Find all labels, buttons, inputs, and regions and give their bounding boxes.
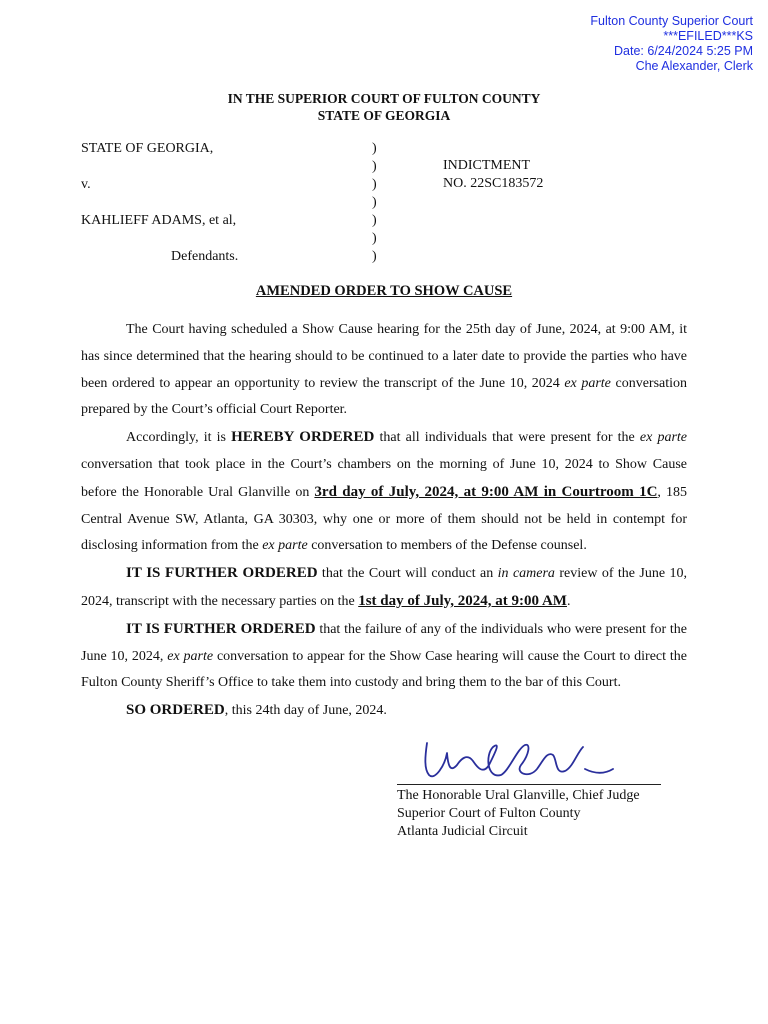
case-type: INDICTMENT bbox=[443, 158, 531, 173]
caption-paren: ) bbox=[372, 249, 377, 264]
caption-paren: ) bbox=[372, 159, 377, 174]
handwritten-signature bbox=[397, 735, 662, 787]
signature-line bbox=[397, 784, 661, 785]
caption-plaintiff: STATE OF GEORGIA, bbox=[81, 141, 214, 156]
caption-paren: ) bbox=[372, 231, 377, 246]
caption-defendants-label: Defendants. bbox=[171, 249, 239, 264]
caption-parties bbox=[81, 140, 371, 266]
court-heading bbox=[0, 90, 768, 124]
efile-stamp bbox=[590, 14, 753, 74]
order-title: AMENDED ORDER TO SHOW CAUSE bbox=[255, 283, 513, 299]
caption-versus: v. bbox=[81, 177, 91, 192]
stamp-status: ***EFILED***KS bbox=[663, 29, 753, 43]
review-date: 1st day of July, 2024, at 9:00 AM bbox=[358, 592, 567, 609]
court-heading-line2: STATE OF GEORGIA bbox=[317, 108, 451, 123]
caption-paren: ) bbox=[372, 195, 377, 210]
paragraph-5: SO ORDERED, this 24th day of June, 2024. bbox=[126, 702, 387, 719]
caption-case-info bbox=[443, 157, 543, 193]
court-heading-line1: IN THE SUPERIOR COURT OF FULTON COUNTY bbox=[227, 91, 541, 106]
caption-paren: ) bbox=[372, 141, 377, 156]
order-body bbox=[81, 317, 687, 725]
hearing-date: 3rd day of July, 2024, at 9:00 AM in Courtroom 1C bbox=[314, 483, 658, 500]
paragraph-2: Accordingly, it is HEREBY ORDERED that all individuals that were present for the ex parte conversation that took place in the Court’s chambers on the morning of June 10, 2024 to Show Cause before the Honorable Ural Glanville on 3rd day of July, 2024, at 9:00 AM in Courtroom 1C, 185 Central Avenue SW, Atlanta, GA 30303, why one or more of them should not be held in contempt for disclosing information from the ex parte conversation to members of the Defense counsel. bbox=[81, 429, 688, 554]
stamp-date: Date: 6/24/2024 5:25 PM bbox=[614, 44, 753, 58]
stamp-clerk: Che Alexander, Clerk bbox=[635, 59, 753, 73]
case-number: NO. 22SC183572 bbox=[443, 176, 544, 191]
signature-text bbox=[397, 787, 662, 841]
judge-name: The Honorable Ural Glanville, Chief Judge bbox=[397, 788, 640, 803]
paragraph-4: IT IS FURTHER ORDERED that the failure of any of the individuals who were present for the June 10, 2024, ex parte conversation to appear for the Show Case hearing will cause the Court to direct the Fulton County Sheriff’s Office to take them into custody and bring them to the bar of this Court. bbox=[81, 620, 687, 691]
case-caption bbox=[81, 140, 701, 270]
caption-paren: ) bbox=[372, 213, 377, 228]
signature-block bbox=[397, 735, 662, 841]
stamp-court: Fulton County Superior Court bbox=[590, 14, 753, 28]
judge-court: Superior Court of Fulton County bbox=[397, 806, 581, 821]
caption-paren: ) bbox=[372, 177, 377, 192]
caption-defendant: KAHLIEFF ADAMS, et al, bbox=[81, 213, 237, 228]
paragraph-3: IT IS FURTHER ORDERED that the Court will conduct an in camera review of the June 10, 2024, transcript with the necessary parties on the 1st day of July, 2024, at 9:00 AM. bbox=[81, 565, 687, 609]
paragraph-1: The Court having scheduled a Show Cause hearing for the 25th day of June, 2024, at 9:00 AM, it has since determined that the hearing should to be continued to a later date to provide the parties who have been ordered to appear an opportunity to review the transcript of the June 10, 2024 ex parte conversation prepared by the Court’s official Court Reporter. bbox=[81, 322, 688, 418]
judge-circuit: Atlanta Judicial Circuit bbox=[397, 824, 528, 839]
caption-paren-column bbox=[372, 140, 384, 266]
